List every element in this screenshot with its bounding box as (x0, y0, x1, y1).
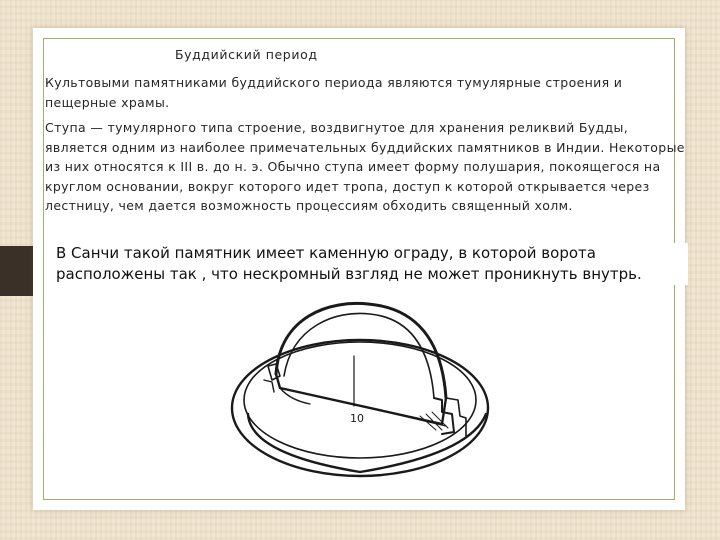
callout-text: В Санчи такой памятник имеет каменную ограду, в которой ворота расположены так , что нескромный взгляд не может проникнуть внутрь. (52, 243, 688, 285)
dimension-label: 10 (350, 412, 364, 425)
stupa-drawing (220, 296, 496, 492)
slide-title: Буддийский период (175, 47, 318, 62)
paragraph-stupa: Ступа — тумулярного типа строение, воздвигнутое для хранения реликвий Будды, является одним из наиболее примечательных буддийских памятников в Индии. Некоторые из них относятся к III в. до н. э. Обычно ступа имеет форму полушария, покоящегося на круглом основании, вокруг которого идет тропа, доступ к которой открывается через лестницу, чем дается возможность процессиям обходить священный холм. (45, 120, 685, 213)
stupa-illustration (220, 296, 496, 492)
paragraph-intro: Культовыми памятниками буддийского периода являются тумулярные строения и пещерные храмы. (45, 75, 623, 110)
